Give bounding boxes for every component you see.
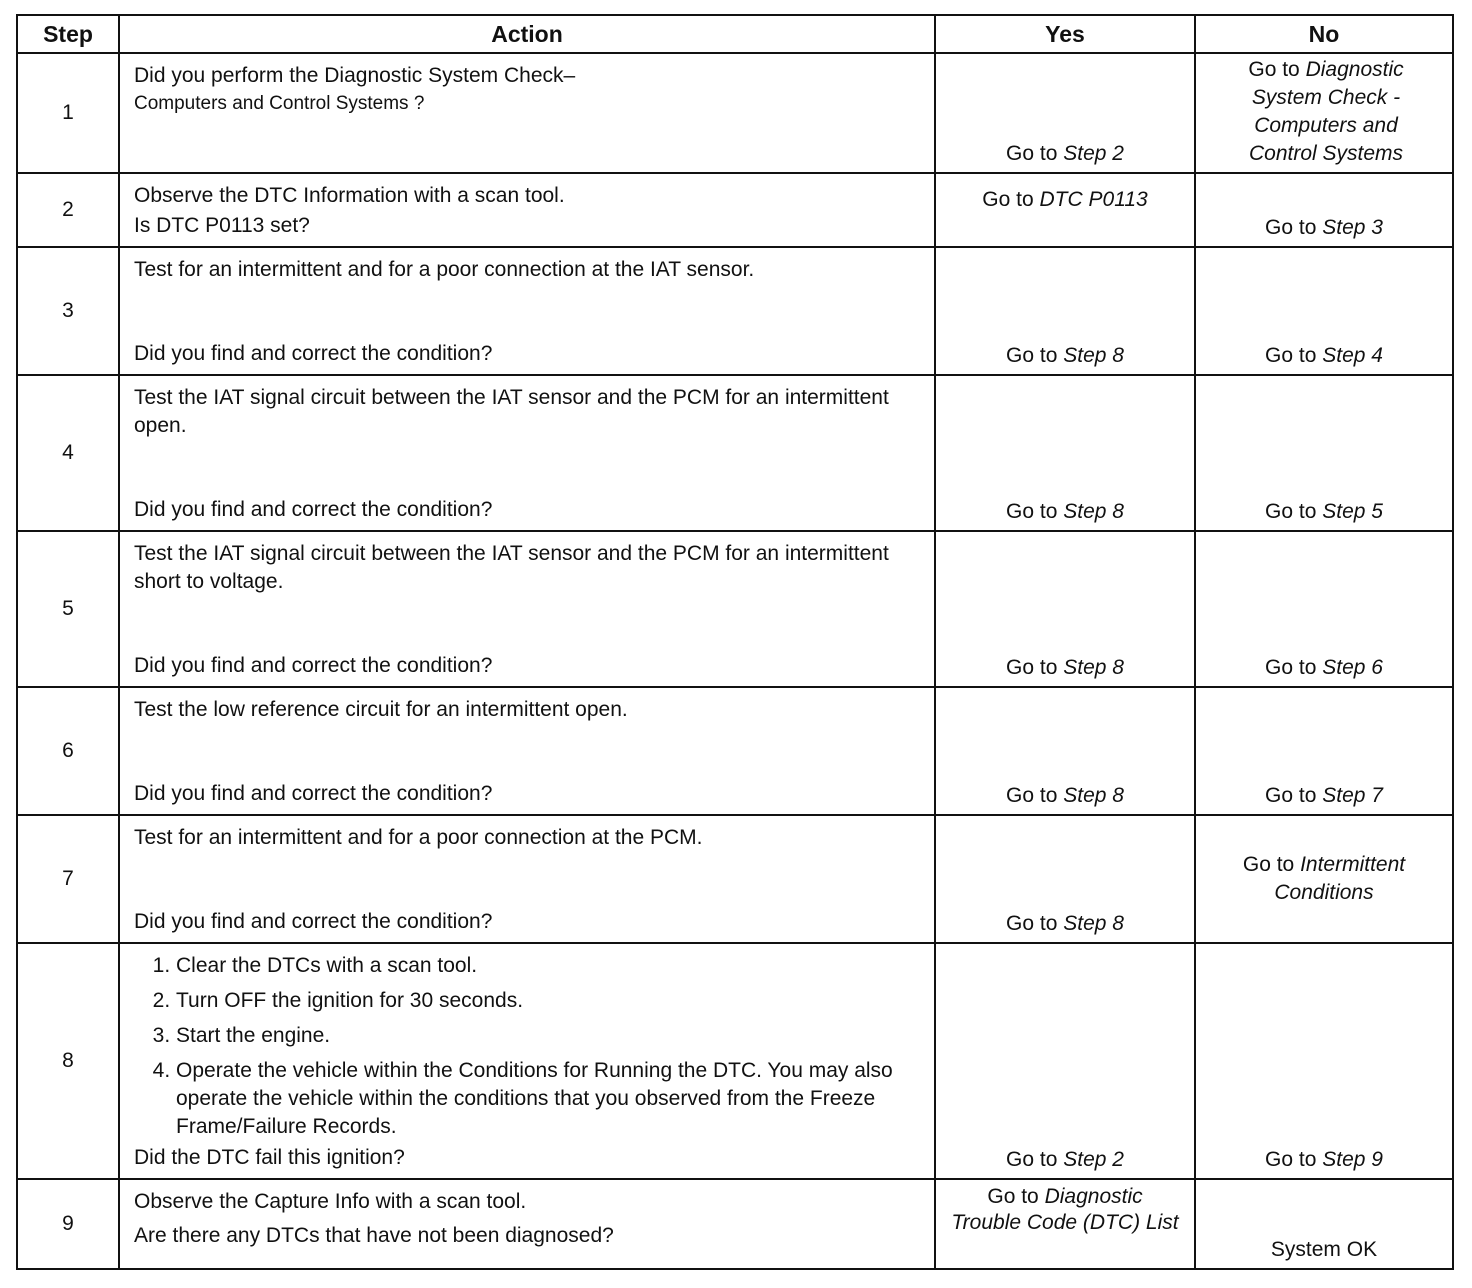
yes-link[interactable]: Go to Step 2 bbox=[1006, 1148, 1124, 1171]
yes-link[interactable]: Go to Step 8 bbox=[1006, 912, 1124, 935]
no-result: System OK bbox=[1270, 1238, 1378, 1261]
yes-link[interactable]: Go to Step 2 bbox=[1006, 142, 1124, 165]
step-number: 1 bbox=[62, 101, 74, 124]
header-yes: Yes bbox=[934, 16, 1194, 52]
table-row-7 bbox=[18, 814, 1452, 942]
step-number: 8 bbox=[62, 1049, 74, 1072]
table-row-4 bbox=[18, 374, 1452, 530]
header-no: No bbox=[1194, 16, 1452, 52]
step-number: 9 bbox=[62, 1212, 74, 1235]
step-number: 7 bbox=[62, 867, 74, 890]
header-action: Action bbox=[118, 16, 934, 52]
yes-link[interactable]: Go to DTC P0113 bbox=[982, 188, 1148, 211]
table-row-9 bbox=[18, 1178, 1452, 1268]
action-text: Test the IAT signal circuit between the IAT sensor and the PCM for an intermittent open. bbox=[134, 386, 889, 437]
action-question: Did you find and correct the condition? bbox=[134, 910, 493, 933]
action-text: Observe the Capture Info with a scan tool. Are there any DTCs that have not been diagnosed? bbox=[134, 1188, 920, 1250]
table-row-1 bbox=[18, 52, 1452, 172]
step-number: 4 bbox=[62, 441, 74, 464]
step-number: 2 bbox=[62, 198, 74, 221]
header-step: Step bbox=[43, 21, 93, 47]
no-link[interactable]: Go to Step 9 bbox=[1265, 1148, 1383, 1171]
action-text: Test for an intermittent and for a poor connection at the IAT sensor. bbox=[134, 258, 755, 281]
yes-link[interactable]: Go to Step 8 bbox=[1006, 784, 1124, 807]
no-link[interactable]: Go to Step 3 bbox=[1265, 216, 1383, 239]
action-text: Did you perform the Diagnostic System Check– Computers and Control Systems ? bbox=[134, 64, 576, 114]
diagnostic-table bbox=[16, 14, 1454, 1270]
yes-link[interactable]: Go to Step 8 bbox=[1006, 344, 1124, 367]
no-link[interactable]: Go to Step 6 bbox=[1265, 656, 1383, 679]
action-question: Did you find and correct the condition? bbox=[134, 654, 493, 677]
action-text: Observe the DTC Information with a scan tool. bbox=[134, 184, 565, 207]
table-row-8 bbox=[18, 942, 1452, 1178]
substep-item: 2. Turn OFF the ignition for 30 seconds. bbox=[176, 987, 904, 1015]
table-row-6 bbox=[18, 686, 1452, 814]
substep-item: 3. Start the engine. bbox=[176, 1022, 904, 1050]
action-question: Did you find and correct the condition? bbox=[134, 782, 493, 805]
step-number: 3 bbox=[62, 299, 74, 322]
substep-item: 1. Clear the DTCs with a scan tool. bbox=[176, 952, 904, 980]
no-link[interactable]: Go to Step 7 bbox=[1265, 784, 1383, 807]
yes-link[interactable]: Go to Step 8 bbox=[1006, 656, 1124, 679]
no-link[interactable]: Go to Intermittent Conditions bbox=[1242, 853, 1406, 904]
no-link[interactable]: Go to Step 5 bbox=[1265, 500, 1383, 523]
table-header bbox=[18, 16, 1452, 52]
action-question: Are there any DTCs that have not been diagnosed? bbox=[134, 1224, 614, 1247]
table-row-2 bbox=[18, 172, 1452, 246]
action-question: Did the DTC fail this ignition? bbox=[134, 1146, 405, 1169]
action-question: Did you find and correct the condition? bbox=[134, 342, 493, 365]
substep-item: 4. Operate the vehicle within the Conditions for Running the DTC. You may also operate the vehicle within the conditions that you observed from the Freeze Frame/Failure Records. bbox=[176, 1057, 904, 1141]
substep-list bbox=[134, 952, 904, 1148]
action-question: Did you find and correct the condition? bbox=[134, 498, 493, 521]
action-text: Test the low reference circuit for an intermittent open. bbox=[134, 698, 628, 721]
no-link[interactable]: Go to Step 4 bbox=[1265, 344, 1383, 367]
yes-link[interactable]: Go to Diagnostic Trouble Code (DTC) List bbox=[951, 1185, 1179, 1234]
table-row-3 bbox=[18, 246, 1452, 374]
table-row-5 bbox=[18, 530, 1452, 686]
step-number: 6 bbox=[62, 739, 74, 762]
action-text: Test the IAT signal circuit between the IAT sensor and the PCM for an intermittent short to voltage. bbox=[134, 542, 889, 593]
action-text: Test for an intermittent and for a poor connection at the PCM. bbox=[134, 826, 703, 849]
no-link[interactable]: Go to Diagnostic System Check - Computers and Control Systems bbox=[1248, 58, 1404, 165]
step-number: 5 bbox=[62, 597, 74, 620]
action-question: Is DTC P0113 set? bbox=[134, 214, 310, 237]
yes-link[interactable]: Go to Step 8 bbox=[1006, 500, 1124, 523]
